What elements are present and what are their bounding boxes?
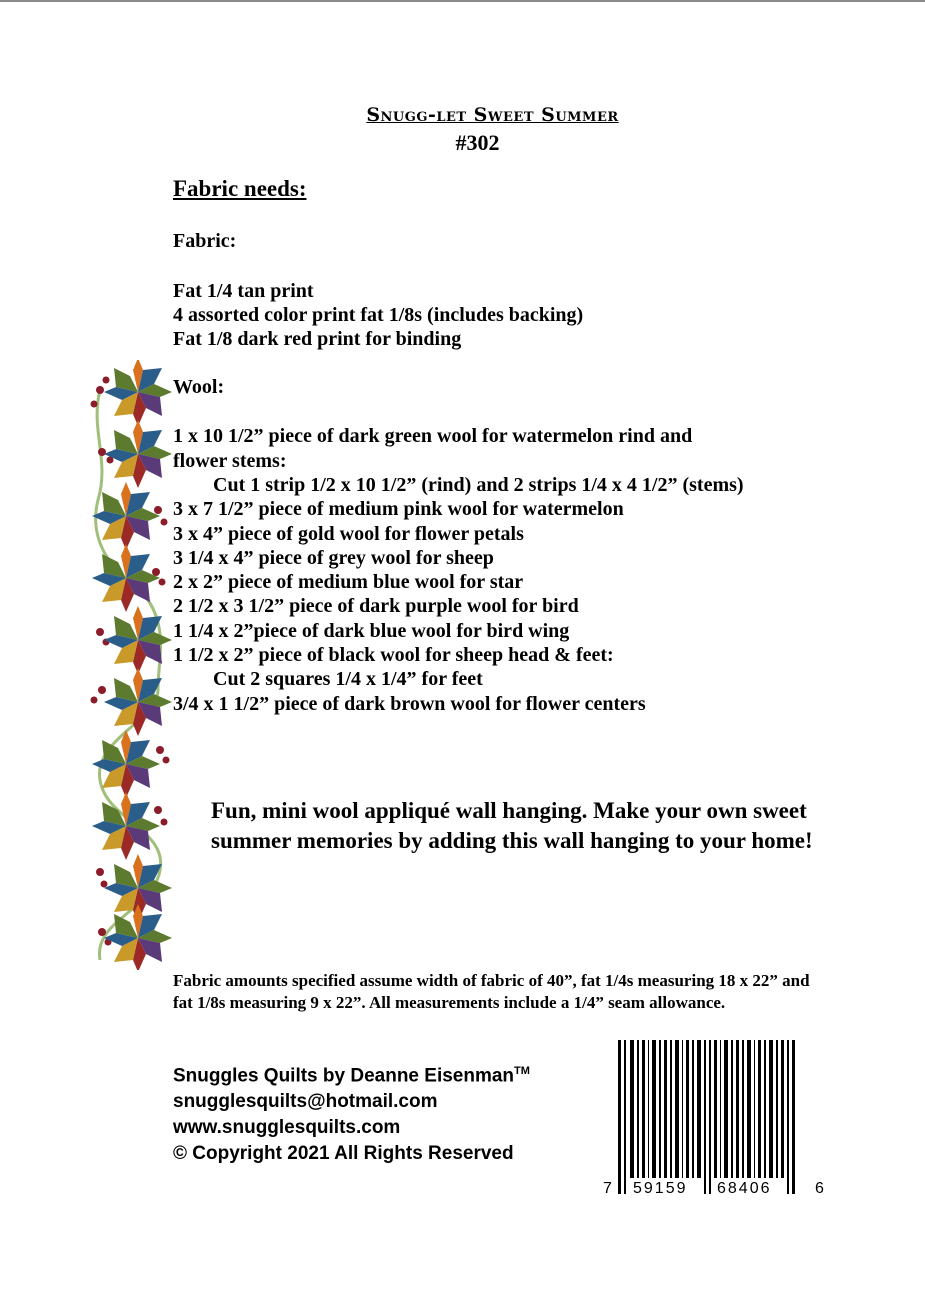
wool-line: 3/4 x 1 1/2” piece of dark brown wool for flower centers [173,693,646,715]
fabric-item: Fat 1/4 tan print [173,280,314,302]
wool-line: 1 1/2 x 2” piece of black wool for sheep head & feet: [173,644,614,666]
wool-line: 3 1/4 x 4” piece of grey wool for sheep [173,547,494,569]
wool-line: 2 1/2 x 3 1/2” piece of dark purple wool for bird [173,595,579,617]
copyright: © Copyright 2021 All Rights Reserved [173,1143,514,1165]
fabric-label: Fabric: [173,230,237,252]
wool-line: 3 x 7 1/2” piece of medium pink wool for watermelon [173,498,624,520]
fabric-needs-heading: Fabric needs: [173,176,307,201]
wool-line: 1 x 10 1/2” piece of dark green wool for watermelon rind and [173,425,693,447]
wool-line: 1 1/4 x 2”piece of dark blue wool for bird wing [173,620,570,642]
barcode-first-digit: 7 [603,1180,612,1197]
barcode-right-group: 68406 [717,1180,772,1197]
barcode-check-digit: 6 [815,1180,824,1197]
fabric-item: Fat 1/8 dark red print for binding [173,328,462,350]
wool-label: Wool: [173,376,225,398]
pattern-number: #302 [455,130,500,155]
contact-block [173,1058,530,1167]
email: snugglesquilts@hotmail.com [173,1091,438,1113]
fabric-item: 4 assorted color print fat 1/8s (includes backing) [173,304,584,326]
fabric-note: Fabric amounts specified assume width of fabric of 40”, fat 1/4s measuring 18 x 22” and fat 1/8s measuring 9 x 22”. All measurements include a 1/4” seam allowance. [173,971,810,1012]
company-name: Snuggles Quilts by Deanne Eisenman™ [173,1065,530,1087]
trademark-mark: TM [514,1065,530,1077]
wool-line-indented: Cut 2 squares 1/4 x 1/4” for feet [213,668,483,690]
pattern-title: Snugg-let Sweet Summer [366,104,619,126]
website: www.snugglesquilts.com [173,1117,401,1139]
wool-line-indented: Cut 1 strip 1/2 x 10 1/2” (rind) and 2 strips 1/4 x 4 1/2” (stems) [213,474,744,496]
barcode-left-group: 59159 [633,1180,688,1197]
wool-line: 3 x 4” piece of gold wool for flower petals [173,523,524,545]
top-rule [0,0,925,2]
wool-line: flower stems: [173,450,287,472]
wool-line: 2 x 2” piece of medium blue wool for star [173,571,524,593]
star-vine-border [88,360,178,970]
promo-text: Fun, mini wool appliqué wall hanging. Make your own sweet summer memories by adding this wall hanging to your home! [211,798,813,853]
